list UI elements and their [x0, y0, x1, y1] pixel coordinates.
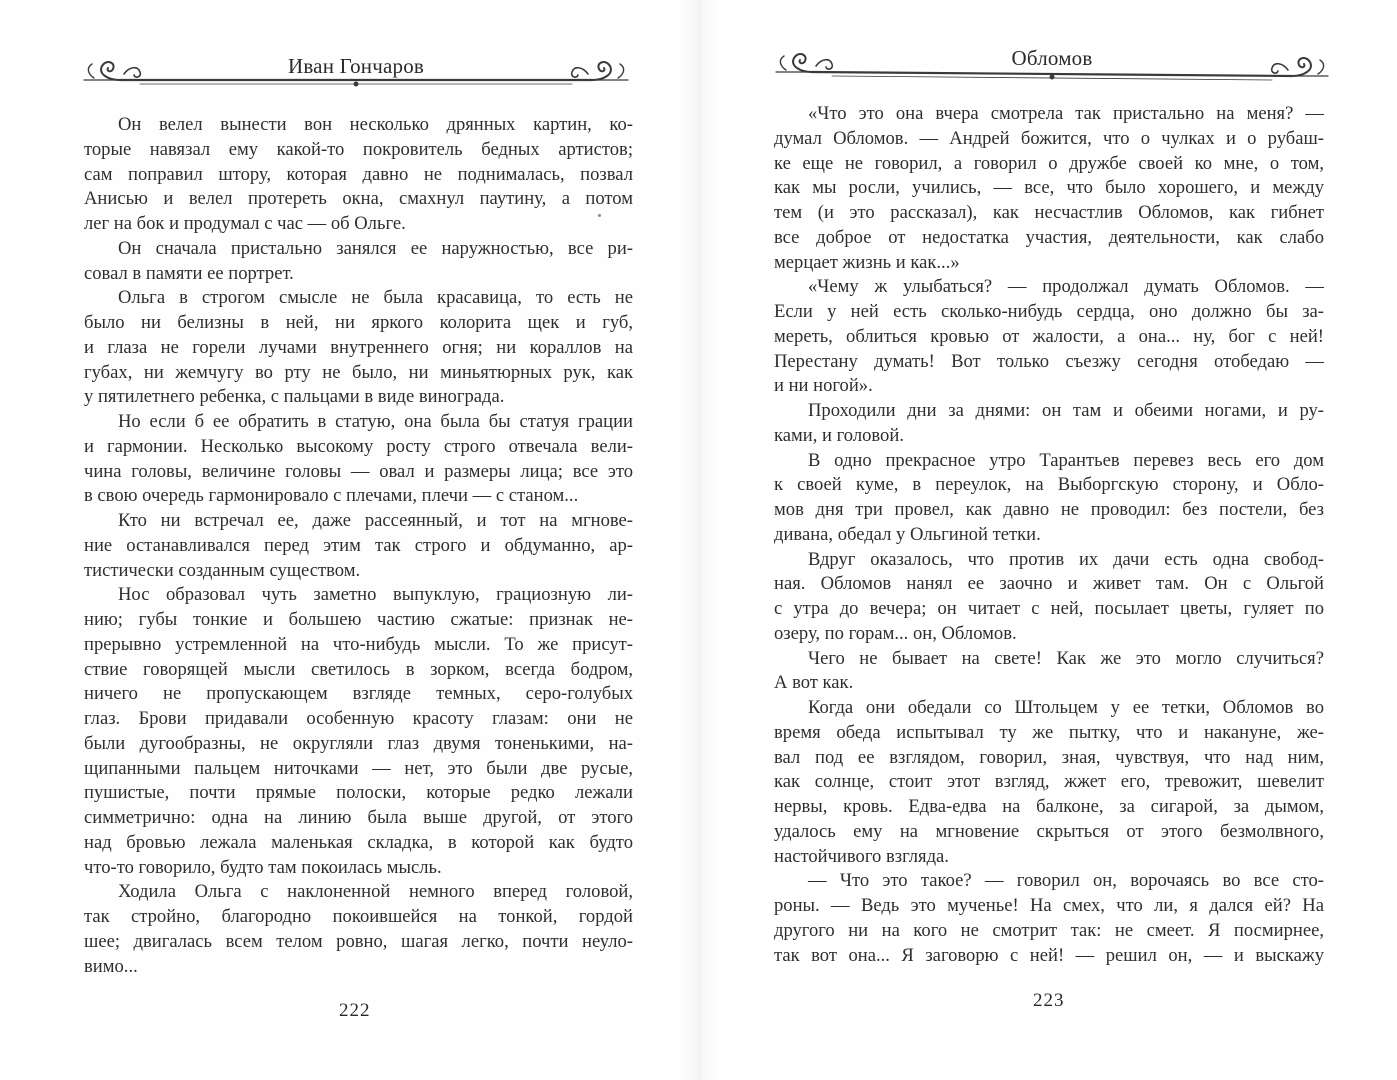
text-line: были дугообразны, не округляли глаз двумя тоненькими, на- [84, 732, 633, 754]
text-line: Чего не бывает на свете! Как же это могло случиться? [808, 647, 1324, 669]
text-line: Если у ней есть сколько-нибудь сердца, оно должно бы за- [774, 301, 1324, 322]
text-line: ками, и головой. [774, 424, 904, 446]
text-line: как солнце, стоит этот взгляд, жжет его, тревожит, шевелит [774, 771, 1324, 793]
text-line: мов дня три провел, как давно не проводил: без постели, без [774, 499, 1324, 520]
text-line: и ни ногой». [774, 375, 873, 397]
text-line: шее; двигалась всем телом ровно, шагая легко, почти неуло- [84, 930, 633, 952]
text-line: Но если б ее обратить в статую, она была бы статуя грации [118, 411, 633, 432]
text-line: было ни белизны в ней, ни яркого колорита щек и губ, [84, 312, 633, 333]
text-line: нервы, кровь. Едва-едва на балконе, за сигарой, за дымом, [774, 796, 1324, 817]
text-line: что-то говорило, будто там покоилась мысль. [84, 856, 442, 878]
text-line: думал Обломов. — Андрей божится, что о чулках и о рубаш- [774, 127, 1324, 149]
left-body-text [84, 113, 633, 979]
text-line: Он велел вынести вон несколько дрянных картин, ко- [118, 114, 633, 135]
text-line: над бровью лежала маленькая складка, в которой как будто [84, 831, 633, 853]
text-line: пушистые, почти прямые полоски, которые редко лежали [84, 782, 633, 804]
text-line: совал в памяти ее портрет. [84, 262, 294, 284]
text-line: озеру, по горам... он, Обломов. [774, 622, 1017, 644]
text-line: торые навязал ему какой-то покровитель бедных артистов; [84, 138, 633, 160]
page-number-left: 222 [339, 1000, 371, 1021]
text-line: к своей куме, в переулок, на Выборгскую сторону, и Обло- [774, 474, 1324, 496]
text-line: нию; губы тонкие и большею частию сжатые: признак не- [84, 609, 633, 630]
right-running-header [772, 40, 1332, 90]
text-line: Он сначала пристально занялся ее наружностью, все ри- [118, 237, 633, 259]
text-line: прерывно устремленной на что-нибудь мысли. То же присут- [84, 633, 633, 655]
text-line: дивана, обедал у Ольгиной тетки. [774, 523, 1041, 545]
text-line: Нос образовал чуть заметно выпуклую, грациозную ли- [118, 584, 633, 606]
text-line: ние останавливался перед этим так строго и обдуманно, ар- [84, 534, 633, 556]
text-line: мереть, облиться кровью от жалости, а она... ну, бог с ней! [774, 325, 1324, 347]
text-line: тем (и это рассказал), как несчастлив Обломов, как гибнет [774, 202, 1324, 223]
text-line: с утра до вечера; он читает с ней, посылает цветы, гуляет по [774, 598, 1324, 619]
text-line: и гармонии. Несколько высокому росту строго отвечала вели- [84, 435, 633, 457]
print-speck [598, 214, 601, 217]
text-line: как мы росли, учились, — все, что было хорошего, и между [774, 177, 1324, 199]
text-line: сам поправил штору, которая давно не поднималась, позвал [84, 163, 633, 185]
text-line: ная. Обломов нанял ее заочно и живет там. Он с Ольгой [774, 573, 1324, 595]
right-page [700, 0, 1397, 1080]
text-line: ничего не пропускающем взгляде темных, серо-голубых [84, 683, 633, 705]
text-line: чина головы, величине головы — овал и размеры лица; все это [84, 460, 633, 482]
page-number-right: 223 [1033, 990, 1065, 1011]
text-line: Ходила Ольга с наклоненной немного вперед головой, [118, 881, 633, 903]
running-head-author: Иван Гончаров [287, 54, 425, 78]
text-line: симметрично: одна на линию была выше другой, от этого [84, 807, 633, 828]
text-line: ствие говорящей мысли светилось в зорком, всегда бодром, [84, 658, 633, 680]
text-line: губах, ни жемчугу во рту не было, ни миньятюрных рук, как [84, 361, 633, 383]
text-line: мерцает жизнь и как...» [774, 251, 960, 273]
text-line: у пятилетнего ребенка, с пальцами в виде винограда. [84, 386, 505, 408]
text-line: «Что это она вчера смотрела так пристально на меня? — [808, 103, 1324, 124]
text-line: А вот как. [774, 672, 854, 694]
text-line: так вот она... Я заговорю с ней! — решил он, — и выскажу [774, 944, 1324, 966]
text-line: «Чему ж улыбаться? — продолжал думать Обломов. — [808, 276, 1324, 298]
right-body-text [774, 102, 1324, 968]
text-line: Перестану думать! Вот только съезжу сегодня отобедаю — [774, 350, 1324, 372]
text-line: щипанными пальцем ниточками — нет, это были две русые, [84, 757, 633, 779]
text-line: в свою очередь гармонировало с плечами, плечи — с станом... [84, 485, 579, 507]
text-line: тистически созданным существом. [84, 559, 361, 581]
text-line: так стройно, благородно покоившейся на тонкой, гордой [84, 906, 633, 927]
text-line: роны. — Ведь это мученье! На смех, что ли, я дался ей? На [774, 895, 1324, 916]
text-line: удалось ему на мгновение скрыться от этого безмолвного, [774, 820, 1324, 842]
text-line: Вдруг оказалось, что против их дачи есть одна свобод- [808, 548, 1324, 570]
text-line: — Что это такое? — говорил он, ворочаясь во все сто- [808, 870, 1324, 892]
text-line: Проходили дни за днями: он там и обеими ногами, и ру- [808, 400, 1324, 421]
text-line: вал под ее взглядом, говорил, зная, чувствуя, что над ним, [774, 746, 1324, 768]
text-line: лег на бок и продумал с час — об Ольге. [84, 213, 406, 234]
text-line: глаз. Брови придавали особенную красоту глазам: они не [84, 708, 633, 729]
running-head-title: Обломов [1011, 46, 1093, 70]
text-line: настойчивого взгляда. [774, 845, 949, 867]
text-line: время обеда испытывал ту же пытку, что и накануне, же- [774, 721, 1324, 743]
text-line: Когда они обедали со Штольцем у ее тетки, Обломов во [808, 697, 1324, 718]
text-line: вимо... [84, 955, 138, 977]
text-line: и глаза не горели лучами внутреннего огня; ни кораллов на [84, 336, 633, 358]
text-line: все доброе от недостатка участия, деятельности, как слабо [774, 226, 1324, 248]
text-line: Ольга в строгом смысле не была красавица, то есть не [118, 287, 633, 309]
text-line: другого ни на кого не смотрит так: не смеет. Я посмирнее, [774, 919, 1324, 941]
text-line: В одно прекрасное утро Тарантьев перевез весь его дом [808, 449, 1324, 471]
text-line: Кто ни встречал ее, даже рассеянный, и тот на мгнове- [118, 510, 633, 531]
text-line: Анисью и велел протереть окна, смахнул паутину, а потом [84, 188, 633, 210]
text-line: ке еще не говорил, а говорил о дружбе своей ко мне, о том, [774, 152, 1324, 174]
left-running-header [80, 44, 632, 94]
